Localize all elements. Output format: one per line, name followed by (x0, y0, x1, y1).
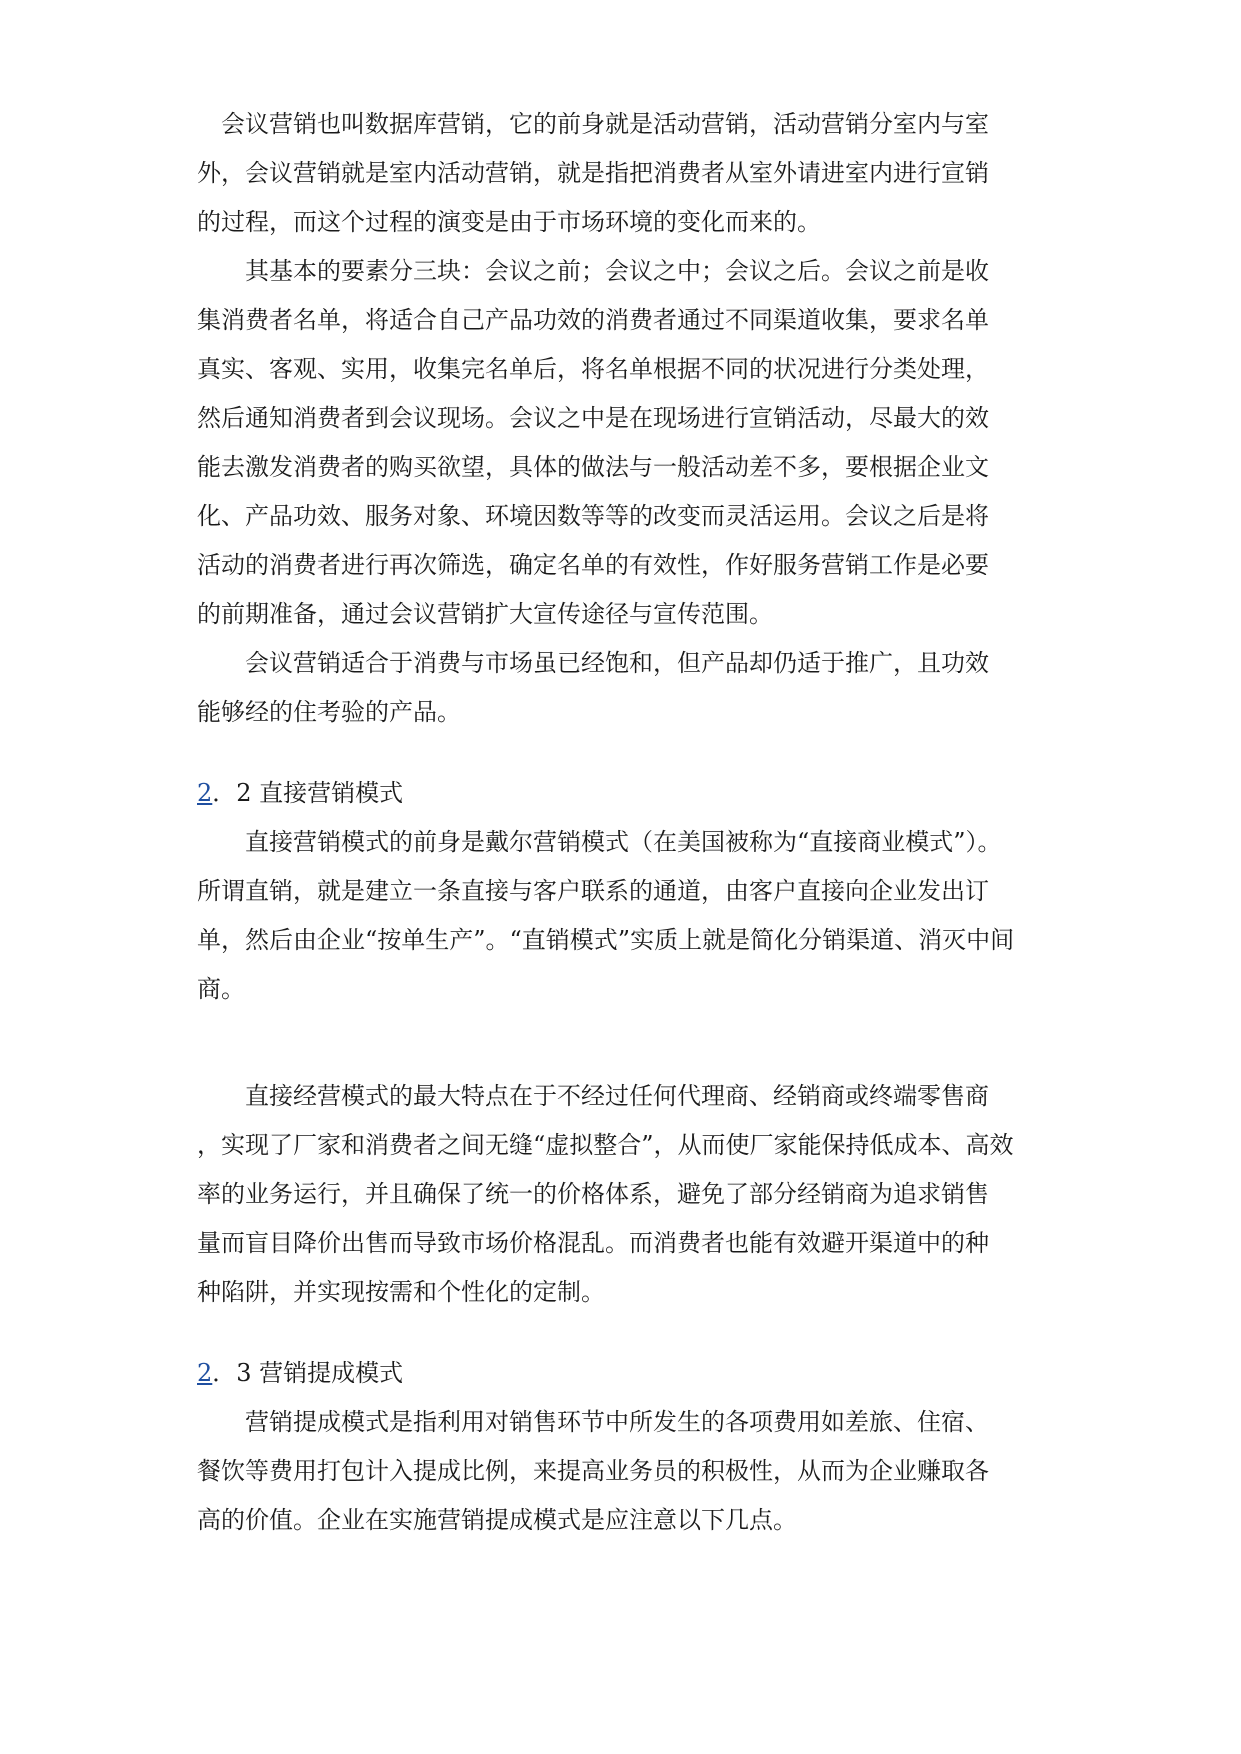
heading-title: ．2 直接营销模式 (212, 779, 404, 807)
text-line: 能够经的住考验的产品。 (197, 698, 461, 726)
text-line: 餐饮等费用打包计入提成比例，来提高业务员的积极性，从而为企业赚取各 (197, 1457, 989, 1485)
text-line: 化、产品功效、服务对象、环境因数等等的改变而灵活运用。会议之后是将 (197, 502, 989, 530)
spacer (197, 737, 1057, 769)
text-line: 直接营销模式的前身是戴尔营销模式（在美国被称为“直接商业模式”）。 (197, 828, 1002, 856)
paragraph-direct-marketing-origin (197, 818, 1057, 1014)
text-line: 然后通知消费者到会议现场。会议之中是在现场进行宣销活动，尽最大的效 (197, 404, 989, 432)
text-line: 会议营销也叫数据库营销，它的前身就是活动营销，活动营销分室内与室 (197, 110, 989, 138)
heading-number-link[interactable]: 2 (197, 1359, 213, 1387)
paragraph-commission-model (197, 1398, 1057, 1545)
text-line: 外，会议营销就是室内活动营销，就是指把消费者从室外请进室内进行宣销 (197, 159, 989, 187)
spacer (197, 1317, 1057, 1349)
heading-number-link[interactable]: 2 (197, 779, 213, 807)
text-line: 直接经营模式的最大特点在于不经过任何代理商、经销商或终端零售商 (197, 1082, 989, 1110)
text-line: 高的价值。企业在实施营销提成模式是应注意以下几点。 (197, 1506, 797, 1534)
text-line: 率的业务运行，并且确保了统一的价格体系，避免了部分经销商为追求销售 (197, 1180, 989, 1208)
text-line: ，实现了厂家和消费者之间无缝“虚拟整合”，从而使厂家能保持低成本、高效 (197, 1131, 1014, 1159)
text-line: 活动的消费者进行再次筛选，确定名单的有效性，作好服务营销工作是必要 (197, 551, 989, 579)
text-line: 会议营销适合于消费与市场虽已经饱和，但产品却仍适于推广，且功效 (197, 649, 989, 677)
text-line: 能去激发消费者的购买欲望，具体的做法与一般活动差不多，要根据企业文 (197, 453, 989, 481)
text-line: 的前期准备，通过会议营销扩大宣传途径与宣传范围。 (197, 600, 773, 628)
text-line: 商。 (197, 975, 245, 1003)
heading-title: ．3 营销提成模式 (212, 1359, 404, 1387)
text-line: 其基本的要素分三块：会议之前；会议之中；会议之后。会议之前是收 (197, 257, 989, 285)
text-line: 所谓直销，就是建立一条直接与客户联系的通道，由客户直接向企业发出订 (197, 877, 989, 905)
section-heading-2-3 (197, 1349, 1057, 1398)
text-line: 营销提成模式是指利用对销售环节中所发生的各项费用如差旅、住宿、 (197, 1408, 989, 1436)
document-page (197, 100, 1057, 1545)
text-line: 真实、客观、实用，收集完名单后，将名单根据不同的状况进行分类处理， (197, 355, 989, 383)
text-line: 量而盲目降价出售而导致市场价格混乱。而消费者也能有效避开渠道中的种 (197, 1229, 989, 1257)
text-line: 集消费者名单，将适合自己产品功效的消费者通过不同渠道收集，要求名单 (197, 306, 989, 334)
text-line: 种陷阱，并实现按需和个性化的定制。 (197, 1278, 605, 1306)
paragraph-conference-marketing-intro (197, 100, 1057, 247)
paragraph-direct-marketing-features (197, 1072, 1057, 1317)
text-line: 单，然后由企业“按单生产”。“直销模式”实质上就是简化分销渠道、消灭中间 (197, 926, 1015, 954)
section-heading-2-2 (197, 769, 1057, 818)
paragraph-conference-suitability (197, 639, 1057, 737)
text-line: 的过程，而这个过程的演变是由于市场环境的变化而来的。 (197, 208, 821, 236)
spacer (197, 1014, 1057, 1072)
paragraph-basic-elements (197, 247, 1057, 639)
